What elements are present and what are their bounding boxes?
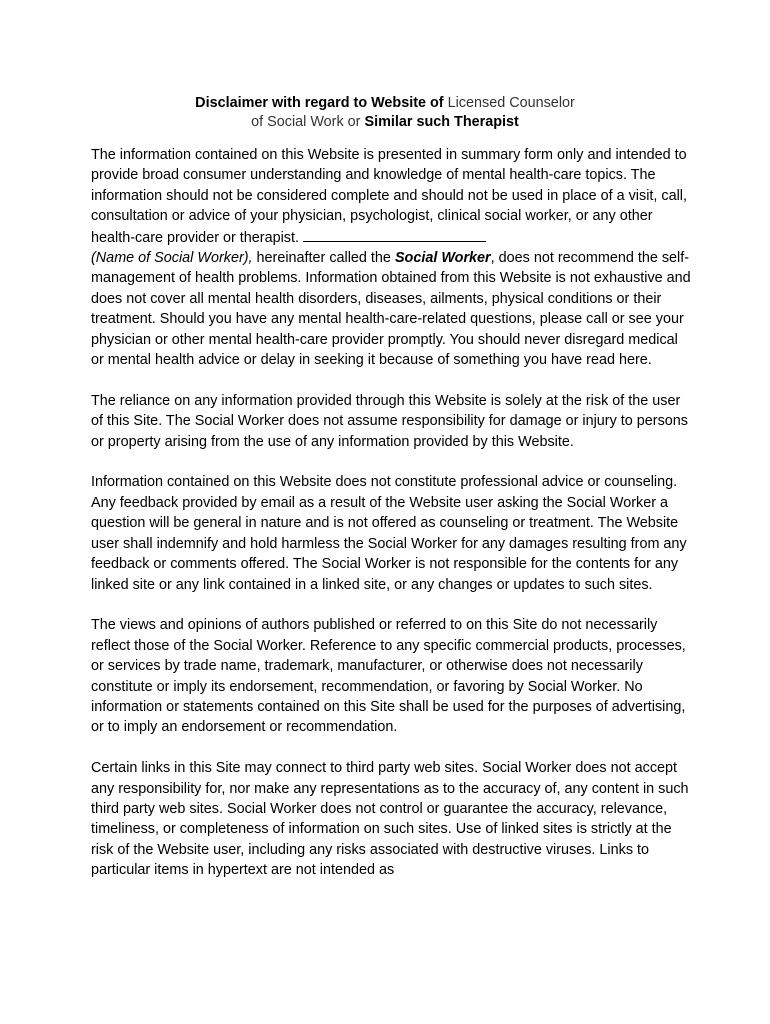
title-line-1-field: Licensed Counselor: [447, 95, 575, 111]
title-line-1: [91, 94, 679, 113]
paragraph-1: [91, 145, 691, 370]
title-line-2-bold: Similar such Therapist: [364, 113, 519, 130]
document-title: [91, 94, 679, 131]
paragraph-5: Certain links in this Site may connect to third party web sites. Social Worker does not accept any responsibility for, nor make any representations as to the accuracy of, any content in such third party web sites. Social Worker does not control or guarantee the accuracy, relevance, timeliness, or completeness of information on such sites. Use of linked sites is strictly at the risk of the Website user, including any risks associated with destructive viruses. Links to particular items in hypertext are not intended as: [91, 760, 689, 879]
title-line-2: [91, 113, 679, 132]
paragraph-1-part-2: hereinafter called the: [252, 250, 395, 267]
paragraph-3: Information contained on this Website does not constitute professional advice or counseling. Any feedback provided by email as a result of the Website user asking the Social Worker a question will be general in nature and is not offered as counseling or treatment. The Website user shall indemnify and hold harmless the Social Worker for any damages resulting from any feedback or comments offered. The Social Worker is not responsible for the contents for any linked site or any link contained in a linked site, or any changes or updates to such sites.: [91, 474, 687, 593]
name-of-social-worker-placeholder: (Name of Social Worker),: [91, 250, 253, 267]
defined-term-social-worker: Social Worker: [394, 250, 491, 267]
title-line-1-bold: Disclaimer with regard to Website of: [195, 95, 448, 111]
paragraph-2: The reliance on any information provided through this Website is solely at the risk of the user of this Site. The Social Worker does not assume responsibility for damage or injury to persons or property arising from the use of any information provided by this Website.: [91, 392, 688, 450]
paragraph-1-part-3: , does not recommend the self-management of health problems. Information obtained from this Website is not exhaustive and does not cover all mental health disorders, diseases, ailments, physical conditions or their treatment. Should you have any mental health-care-related questions, please call or see your physician or other mental health-care provider promptly. You should never disregard medical or mental health advice or delay in seeking it because of something you have read here.: [91, 250, 691, 369]
document-body: [91, 145, 691, 901]
social-worker-name-blank[interactable]: [303, 227, 486, 242]
title-line-2-field: of Social Work or: [251, 113, 365, 130]
paragraph-4: The views and opinions of authors published or referred to on this Site do not necessarily reflect those of the Social Worker. Reference to any specific commercial products, processes, or services by trade name, trademark, manufacturer, or otherwise does not necessarily constitute or imply its endorsement, recommendation, or favoring by Social Worker. No information or statements contained on this Site shall be used for the purposes of advertising, or to imply an endorsement or recommendation.: [91, 617, 686, 736]
paragraph-1-part-1: The information contained on this Website is presented in summary form only and intended to provide broad consumer understanding and knowledge of mental health-care topics. The information should not be considered complete and should not be used in place of a visit, call, consultation or advice of your physician, psychologist, clinical social worker, or any other health-care provider or therapist.: [91, 147, 687, 246]
